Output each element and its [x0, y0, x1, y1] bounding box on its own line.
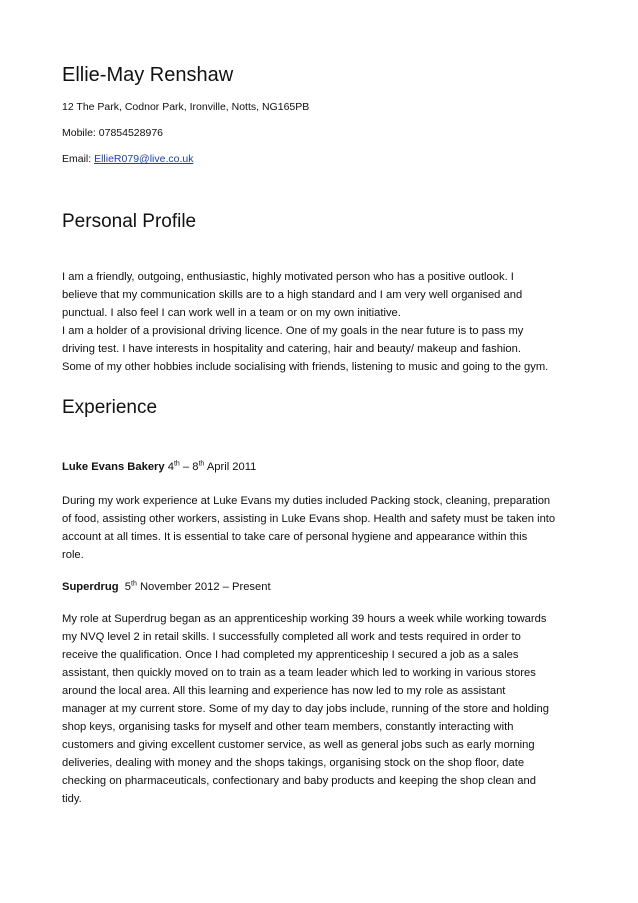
- employer-name: Luke Evans Bakery: [62, 461, 165, 473]
- profile-line: I am a friendly, outgoing, enthusiastic, highly motivated person who has a positive outlook. I: [62, 271, 514, 283]
- job-date-start: 4: [167, 461, 174, 473]
- description-line: around the local area. All this learning and experience has now led to my role as assistant: [62, 685, 506, 697]
- date-ordinal: th: [198, 460, 205, 468]
- personal-profile-heading: Personal Profile: [62, 211, 197, 232]
- description-line: tidy.: [62, 793, 82, 805]
- mobile-label: Mobile:: [62, 127, 99, 139]
- candidate-name: Ellie-May Renshaw: [62, 64, 234, 86]
- description-line: my NVQ level 2 in retail skills. I successfully completed all work and tests required in order to: [62, 631, 521, 643]
- profile-line: punctual. I also feel I can work well in a team or on my own initiative.: [62, 307, 401, 319]
- description-line: manager at my current store. Some of my day to day jobs include, running of the store and holding: [62, 703, 549, 715]
- cv-content: [62, 62, 582, 808]
- profile-line: I am a holder of a provisional driving licence. One of my goals in the near future is to pass my: [62, 325, 524, 337]
- description-line: My role at Superdrug began as an apprenticeship working 39 hours a week while working towards: [62, 613, 547, 625]
- job-title-luke-evans: [62, 458, 582, 476]
- profile-line: believe that my communication skills are to a high standard and I am very well organised and: [62, 289, 523, 301]
- job-date-start: 5: [124, 581, 132, 593]
- date-ordinal: th: [173, 460, 180, 468]
- job-date-end: April 2011: [204, 461, 257, 473]
- personal-profile-text: [62, 268, 582, 376]
- address-line: 12 The Park, Codnor Park, Ironville, Notts, NG165PB: [62, 101, 310, 113]
- job-date-mid: – 8: [179, 461, 199, 473]
- mobile-line: [62, 126, 582, 140]
- mobile-value: 07854528976: [98, 127, 164, 139]
- email-link[interactable]: EllieR079@live.co.uk: [94, 153, 194, 165]
- profile-line: driving test. I have interests in hospitality and catering, hair and beauty/ makeup and fashion.: [62, 343, 521, 355]
- job-description-luke-evans: [62, 492, 582, 564]
- description-line: account at all times. It is essential to take care of personal hygiene and appearance within this: [62, 531, 528, 543]
- description-line: assistant, then quickly moved on to train as a team leader which led to working in various stores: [62, 667, 536, 679]
- employer-name: Superdrug: [62, 581, 119, 593]
- experience-heading: Experience: [62, 397, 158, 418]
- email-label: Email:: [62, 153, 95, 165]
- description-line: During my work experience at Luke Evans my duties included Packing stock, cleaning, preparation: [62, 495, 551, 507]
- description-line: customers and giving excellent customer service, as well as general jobs such as early morning: [62, 739, 535, 751]
- job-description-superdrug: [62, 610, 582, 808]
- email-line: [62, 152, 582, 166]
- job-date-mid: November 2012 – Present: [136, 581, 271, 593]
- description-line: deliveries, dealing with money and the shops takings, organising stock on the shop floor, date: [62, 757, 525, 769]
- profile-line: Some of my other hobbies include socialising with friends, listening to music and going to the gym.: [62, 361, 549, 373]
- description-line: checking on pharmaceuticals, confectionary and baby products and keeping the shop clean and: [62, 775, 536, 787]
- job-title-superdrug: [62, 578, 582, 596]
- date-ordinal: th: [131, 580, 137, 588]
- description-line: receive the qualification. Once I had completed my apprenticeship I secured a job as a sales: [62, 649, 519, 661]
- description-line: of food, assisting other workers, assisting in Luke Evans shop. Health and safety must be taken into: [62, 513, 556, 525]
- description-line: shop keys, organising tasks for myself and other team members, constantly interacting with: [62, 721, 514, 733]
- description-line: role.: [62, 549, 84, 561]
